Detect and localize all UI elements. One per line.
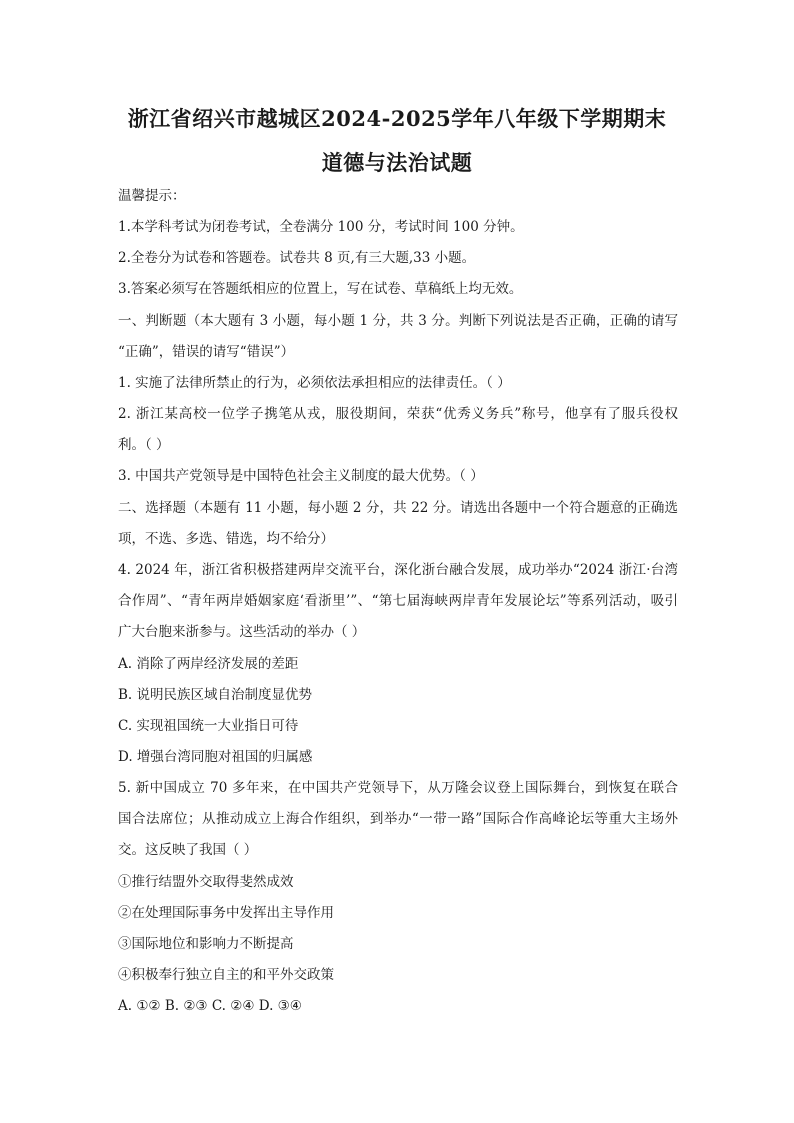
question-4-option-a: A. 消除了两岸经济发展的差距 [118,656,299,672]
tip-item-1: 1.本学科考试为闭卷考试，全卷满分 100 分，考试时间 100 分钟。 [118,219,524,235]
question-4-option-b: B. 说明民族区域自治制度显优势 [118,687,313,703]
question-4-option-c: C. 实现祖国统一大业指日可待 [118,718,299,734]
question-4-option-d: D. 增强台湾同胞对祖国的归属感 [118,749,313,765]
question-5-stem-line3: 交。这反映了我国（ ） [118,842,258,858]
question-3: 3. 中国共产党领导是中国特色社会主义制度的最大优势。（ ） [118,468,484,484]
exam-title-line2: 道德与法治试题 [321,150,473,175]
question-5-item-4: ④积极奉行独立自主的和平外交政策 [118,967,334,983]
question-4-stem-line3: 广大台胞来浙参与。这些活动的举办（ ） [118,624,366,640]
question-5-stem-line1: 5. 新中国成立 70 多年来，在中国共产党领导下，从万隆会议登上国际舞台，到恢复在联合 [118,780,678,796]
question-4-stem-line1: 4. 2024 年，浙江省积极搭建两岸交流平台，深化浙台融合发展，成功举办“2024 浙江·台湾 [118,562,678,578]
question-2-line2: 利。（ ） [118,437,170,453]
question-2-line1: 2. 浙江某高校一位学子携笔从戎，服役期间，荣获“优秀义务兵”称号，他享有了服兵役权 [118,406,678,422]
question-1: 1. 实施了法律所禁止的行为，必须依法承担相应的法律责任。（ ） [118,375,511,391]
question-5-item-3: ③国际地位和影响力不断提高 [118,936,294,952]
tip-item-3: 3.答案必须写在答题纸相应的位置上，写在试卷、草稿纸上均无效。 [118,281,523,297]
question-5-stem-line2: 国合法席位；从推动成立上海合作组织，到举办“一带一路”国际合作高峰论坛等重大主场外 [118,811,678,827]
question-5-options: A. ①② B. ②③ C. ②④ D. ③④ [118,998,302,1014]
exam-title-line1: 浙江省绍兴市越城区2024-2025学年八年级下学期期末 [127,106,667,131]
question-4-stem-line2: 合作周”、“青年两岸婚姻家庭‘看浙里’”、“第七届海峡两岸青年发展论坛”等系列活动，吸引 [118,593,678,609]
section2-header-line2: 项，不选、多选、错选，均不给分） [118,531,334,547]
tip-item-2: 2.全卷分为试卷和答题卷。试卷共 8 页,有三大题,33 小题。 [118,250,476,266]
section2-header-line1: 二、选择题（本题有 11 小题，每小题 2 分，共 22 分。请选出各题中一个符合题意的正确选 [118,500,678,516]
question-5-item-2: ②在处理国际事务中发挥出主导作用 [118,905,334,921]
section1-header-line1: 一、判断题（本大题有 3 小题，每小题 1 分，共 3 分。判断下列说法是否正确，正确的请写 [118,313,678,329]
tips-heading: 温馨提示： [118,188,186,204]
question-5-item-1: ①推行结盟外交取得斐然成效 [118,874,294,890]
section1-header-line2: “正确”，错误的请写“错误”） [118,344,295,360]
